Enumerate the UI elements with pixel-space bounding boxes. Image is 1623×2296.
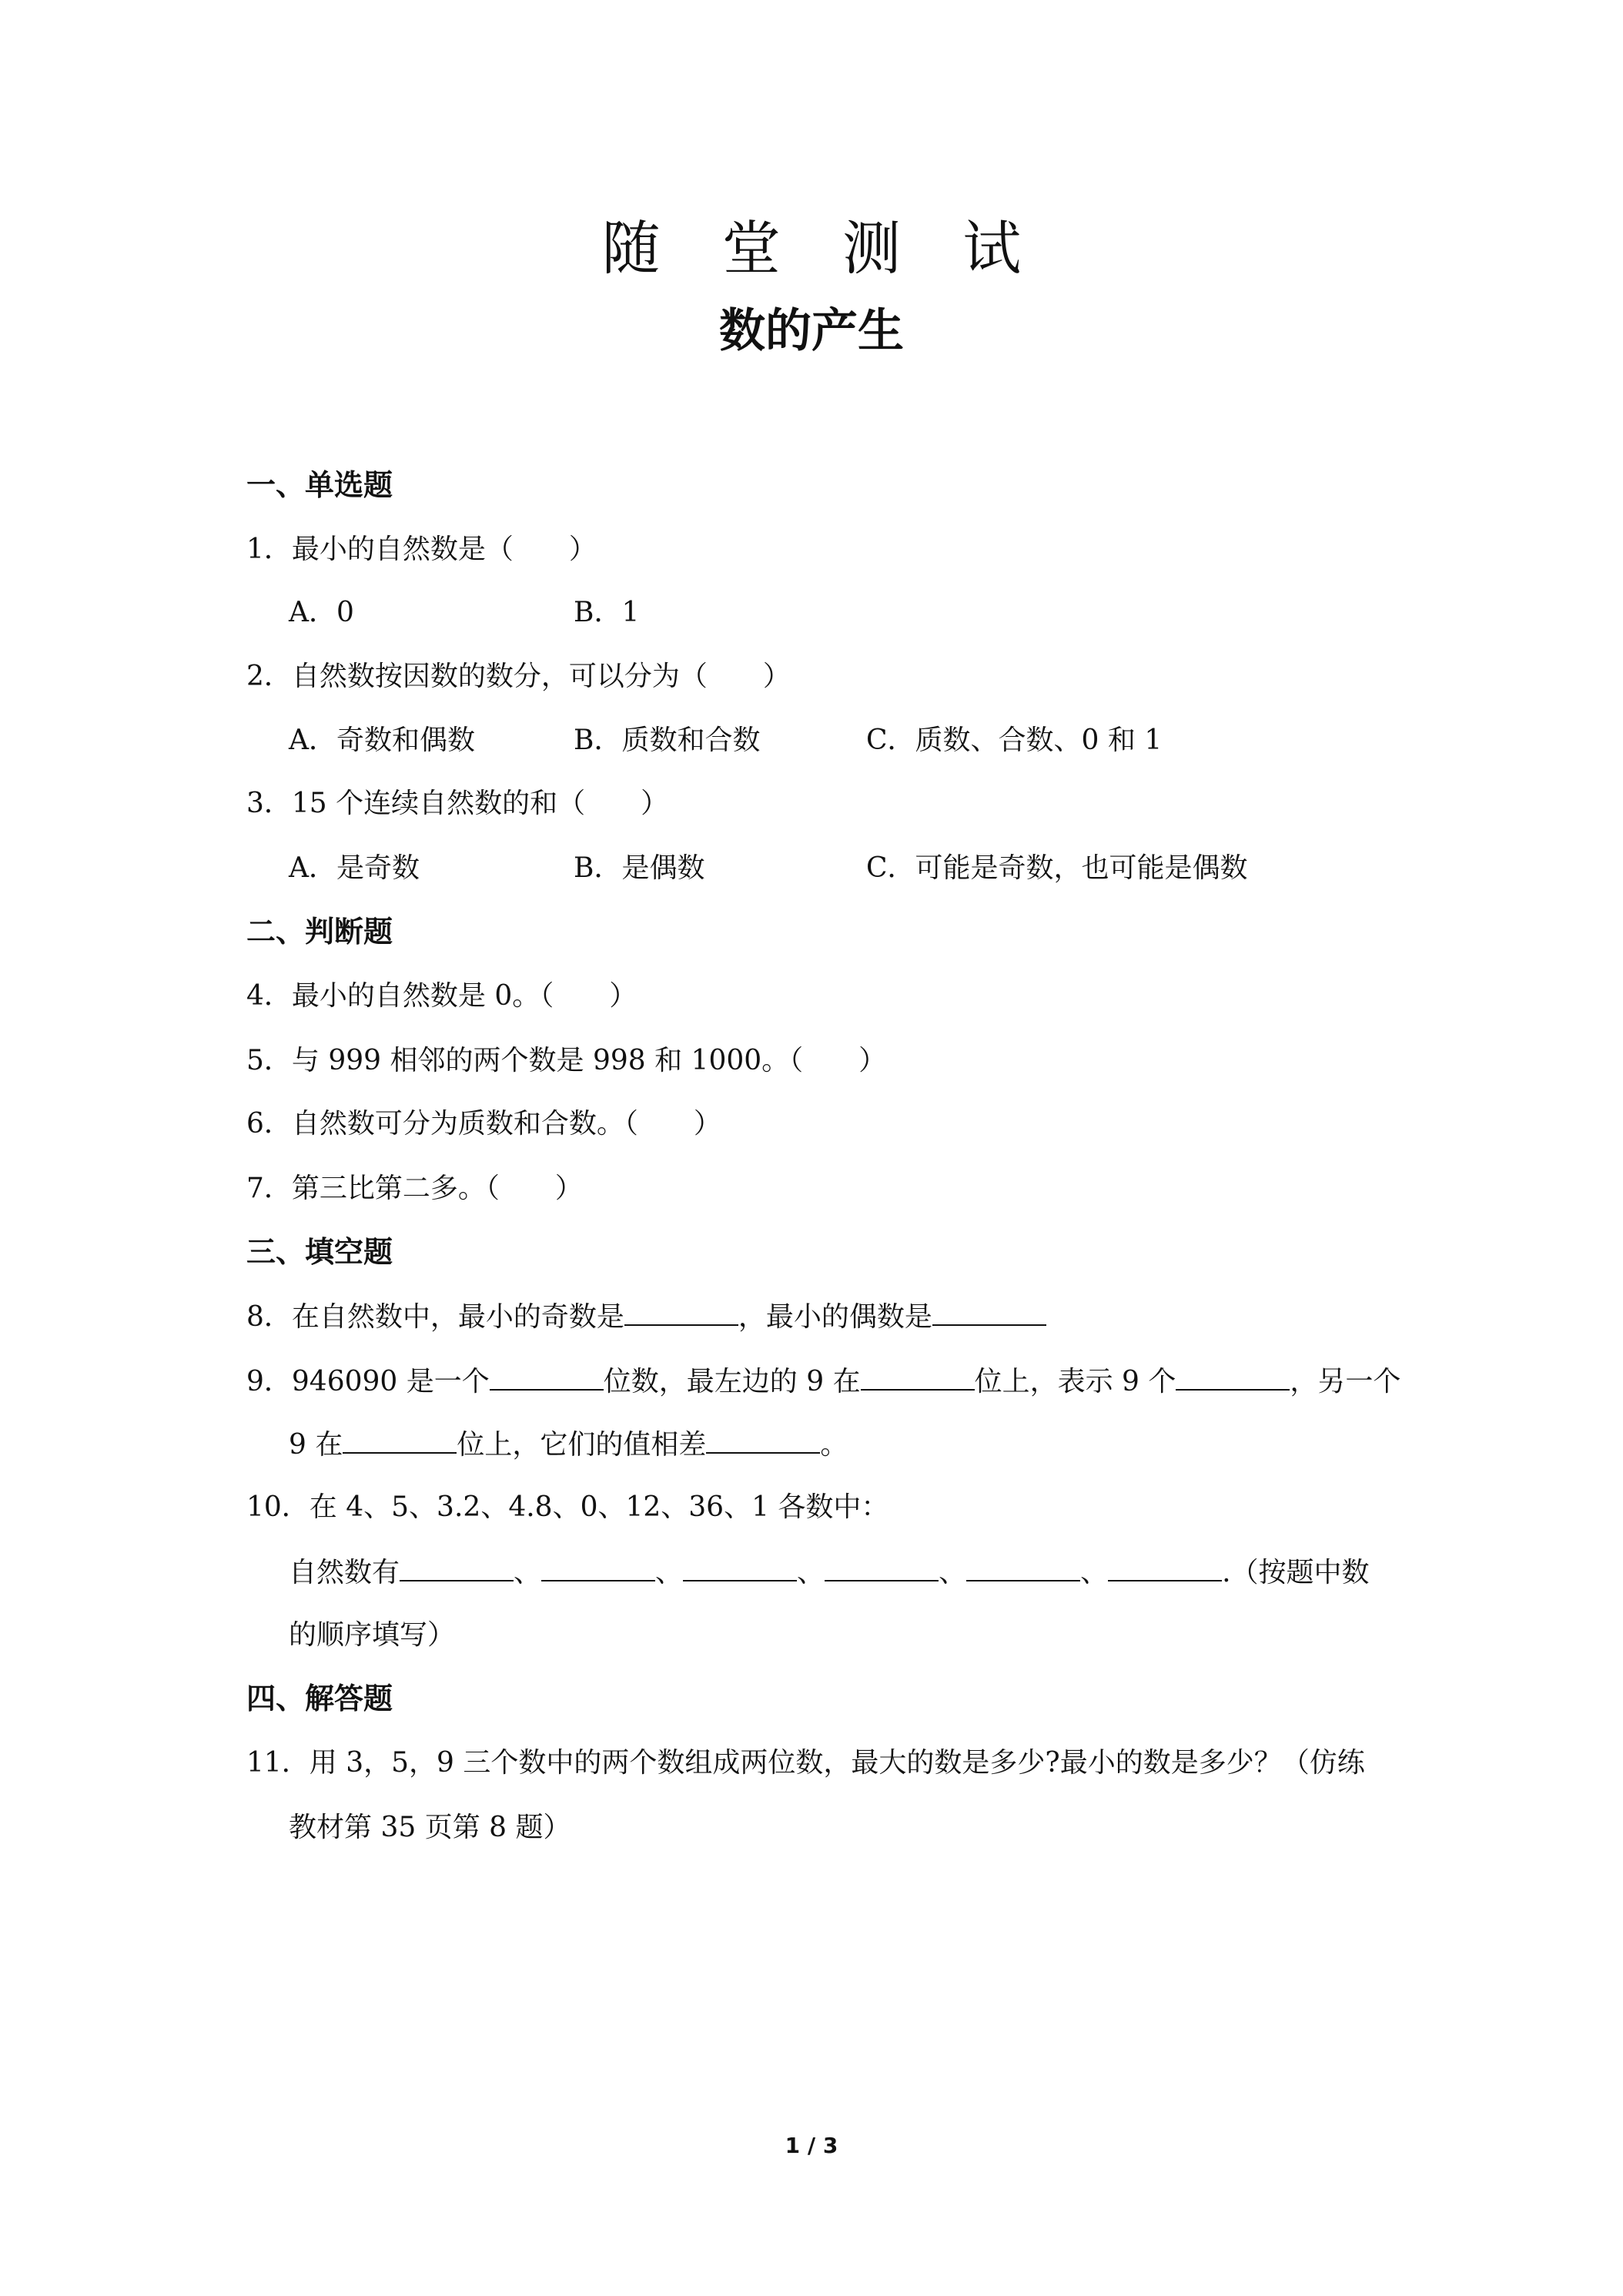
question-8-text-a: 8．在自然数中，最小的奇数是 xyxy=(246,1301,624,1333)
question-4: 4．最小的自然数是 0。（ ） xyxy=(246,980,637,1012)
answer-blank[interactable] xyxy=(1108,1554,1222,1581)
separator: 、 xyxy=(655,1557,684,1588)
question-3: 3．15 个连续自然数的和（ ） xyxy=(246,788,669,819)
answer-blank[interactable] xyxy=(861,1363,975,1391)
section-heading-true-false: 二、判断题 xyxy=(246,915,393,949)
answer-blank[interactable] xyxy=(343,1426,457,1454)
question-2-option-a: A．奇数和偶数 xyxy=(289,725,475,756)
question-10-text-c: .（按题中数 xyxy=(1222,1557,1370,1588)
question-1-option-a: A．0 xyxy=(289,597,354,628)
question-10-line-3: 的顺序填写） xyxy=(289,1619,456,1651)
answer-blank[interactable] xyxy=(932,1298,1046,1326)
answer-blank[interactable] xyxy=(624,1298,738,1326)
page-number: 1 / 3 xyxy=(785,2133,838,2158)
question-9-text-c: 位上，表示 9 个 xyxy=(974,1366,1176,1397)
question-9-text-f: 位上，它们的值相差 xyxy=(457,1429,707,1461)
question-9-line-1 xyxy=(246,1363,1400,1401)
question-2-option-b: B．质数和合数 xyxy=(574,725,761,756)
question-9-text-a: 9．946090 是一个 xyxy=(246,1366,490,1397)
question-1-option-b: B．1 xyxy=(574,597,640,628)
question-9-text-e: 9 在 xyxy=(289,1429,343,1461)
page-title: 随 堂 测 试 xyxy=(601,214,1043,283)
question-5: 5．与 999 相邻的两个数是 998 和 1000。（ ） xyxy=(246,1045,887,1076)
question-9-text-d: ，另一个 xyxy=(1290,1366,1401,1397)
question-11-line-1: 11．用 3，5，9 三个数中的两个数组成两位数，最大的数是多少?最小的数是多少？（仿练 xyxy=(246,1747,1365,1779)
separator: 、 xyxy=(1080,1557,1109,1588)
question-3-option-b: B．是偶数 xyxy=(574,852,705,884)
question-6: 6．自然数可分为质数和合数。（ ） xyxy=(246,1108,721,1140)
question-9-line-2 xyxy=(289,1426,848,1464)
answer-blank[interactable] xyxy=(1176,1363,1290,1391)
answer-blank[interactable] xyxy=(400,1554,514,1581)
question-8 xyxy=(246,1298,1046,1336)
separator: 、 xyxy=(939,1557,967,1588)
answer-blank[interactable] xyxy=(683,1554,797,1581)
separator: 、 xyxy=(797,1557,825,1588)
answer-blank[interactable] xyxy=(825,1554,939,1581)
answer-blank[interactable] xyxy=(490,1363,604,1391)
section-heading-answer: 四、解答题 xyxy=(246,1682,393,1715)
question-8-text-b: ，最小的偶数是 xyxy=(738,1301,932,1333)
answer-blank[interactable] xyxy=(541,1554,655,1581)
question-1: 1．最小的自然数是（ ） xyxy=(246,534,597,565)
page-subtitle: 数的产生 xyxy=(719,304,904,358)
question-9-text-g: 。 xyxy=(820,1429,848,1461)
question-11-line-2: 教材第 35 页第 8 题） xyxy=(289,1812,571,1843)
section-heading-fill-blank: 三、填空题 xyxy=(246,1235,393,1269)
question-7: 7．第三比第二多。（ ） xyxy=(246,1173,583,1204)
question-10-line-2 xyxy=(289,1554,1370,1591)
question-10-text-b: 自然数有 xyxy=(289,1557,400,1588)
question-3-option-c: C．可能是奇数，也可能是偶数 xyxy=(866,852,1248,884)
question-10-line-1: 10．在 4、5、3.2、4.8、0、12、36、1 各数中： xyxy=(246,1491,889,1523)
answer-blank[interactable] xyxy=(706,1426,820,1454)
question-2-option-c: C．质数、合数、0 和 1 xyxy=(866,725,1163,756)
question-2: 2．自然数按因数的数分，可以分为（ ） xyxy=(246,661,791,692)
answer-blank[interactable] xyxy=(966,1554,1080,1581)
section-heading-single-choice: 一、单选题 xyxy=(246,468,393,502)
question-3-option-a: A．是奇数 xyxy=(289,852,420,884)
question-9-text-b: 位数，最左边的 9 在 xyxy=(603,1366,861,1397)
separator: 、 xyxy=(514,1557,542,1588)
